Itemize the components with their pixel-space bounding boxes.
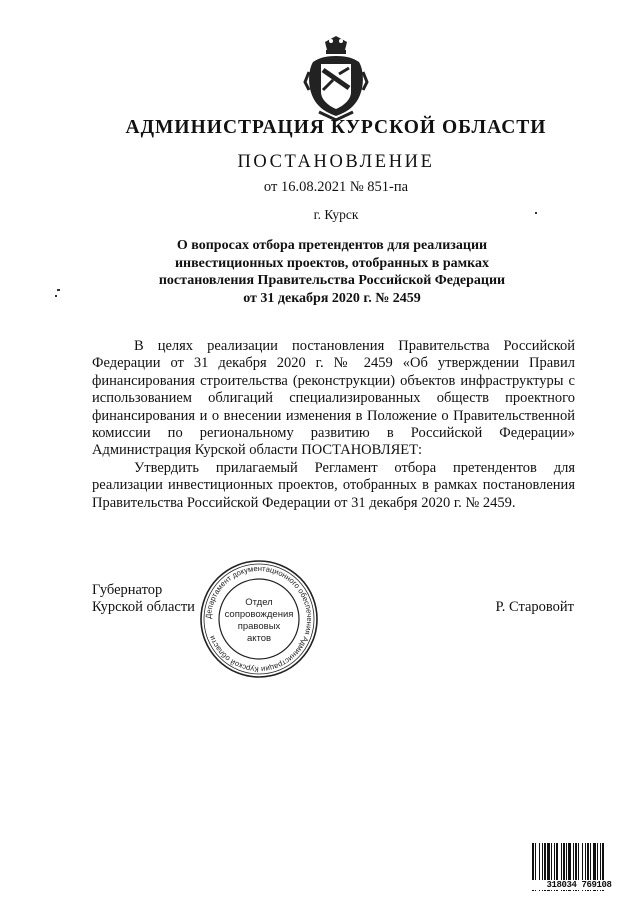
stamp-inner-line: Отдел [245,597,273,608]
document-city: г. Курск [313,207,359,222]
stamp-inner-line: актов [246,633,272,644]
official-stamp [198,558,320,680]
title-line: инвестиционных проектов, отобранных в рамках [174,255,490,271]
authority-name: АДМИНИСТРАЦИЯ КУРСКОЙ ОБЛАСТИ [125,117,547,138]
stamp-outer-text: Департамент документационного обеспечения Администрации Курской области [203,563,315,675]
body-paragraph: Утвердить прилагаемый Регламент отбора претендентов для реализации инвестиционных проектов, отобранных в рамках постановления Правительства Российской Федерации от 31 декабря 2020 г. № 2459. [92,459,575,511]
body-paragraph: В целях реализации постановления Правительства Российской Федерации от 31 декабря 2020 г. № 2459 «Об утверждении Правил финансирования строительства (реконструкции) объектов инфраструктуры с использованием облигаций специализированных обществ проектного финансирования и о внесении изменения в Положение о Правительственной комиссии по региональному развитию в Российской Федерации» Администрация Курской области ПОСТАНОВЛЯЕТ: [92,338,575,459]
document-type: ПОСТАНОВЛЕНИЕ [237,152,435,172]
signer-position-line: Губернатор [92,582,163,598]
signer-name: Р. Старовойт [495,599,574,615]
title-line: О вопросах отбора претендентов для реализации [176,238,488,253]
document-body [92,338,575,512]
stamp-inner-line: правовых [237,621,281,632]
scan-speck [55,295,57,297]
stamp-inner-line: сопровождения [224,609,294,620]
scan-speck [57,289,60,291]
document-title [130,237,534,307]
document-number: от 16.08.2021 № 851-па [263,179,409,195]
scan-speck [535,212,537,214]
title-line: постановления Правительства Российской Федерации [158,273,506,288]
barcode-digits: 318034 769108 [531,880,627,890]
coat-of-arms-icon [303,32,369,124]
signer-position-line: Курской области [92,599,195,616]
title-line: от 31 декабря 2020 г. № 2459 [243,290,421,306]
signer-position [92,582,195,617]
